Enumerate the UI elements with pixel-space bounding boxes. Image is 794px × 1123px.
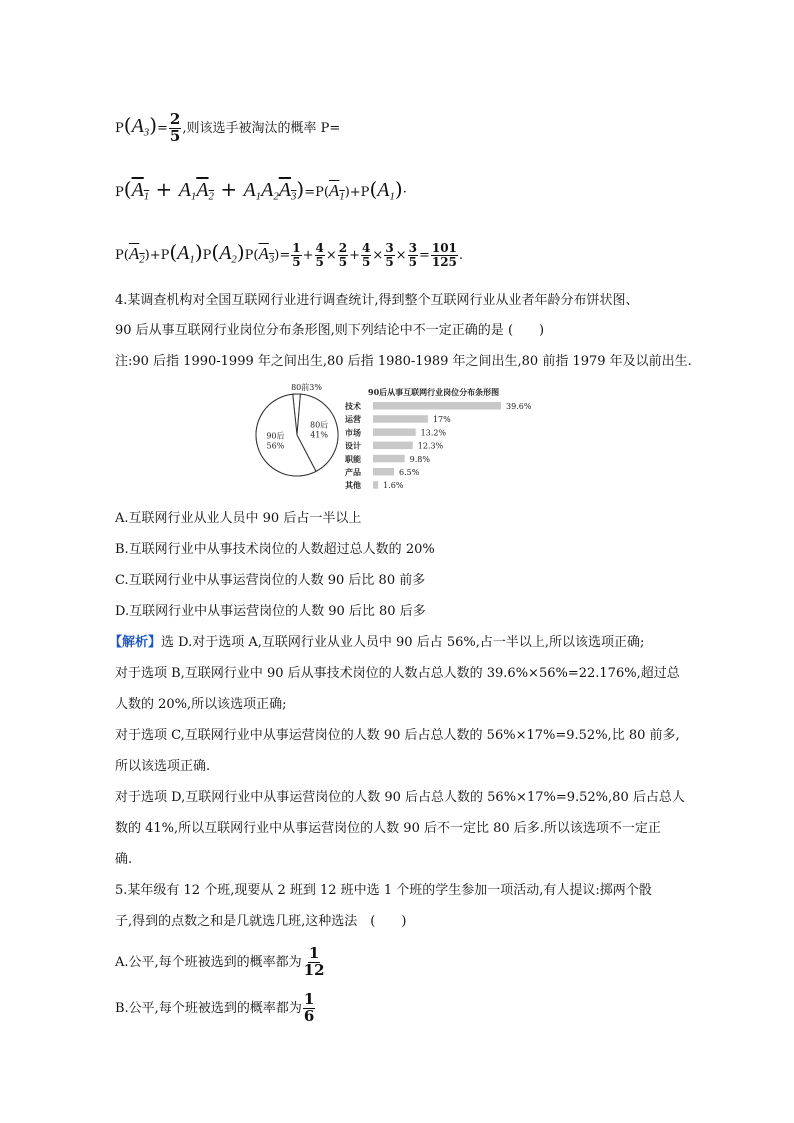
fraction-1-6 [303,992,315,1025]
formula-text: ,则该选手被淘汰的概率 P= [182,120,341,136]
formula-line-2-render: $P(\overline{A}_1 + A_1\overline{A}_2 + A_1A_2\overline{A}_3)=P(\overline{A}_1)+P(A_1)\cdot$ [115,177,407,203]
age-pie-chart [256,382,338,476]
fraction-3-5b: $\frac{3}{5}$ [408,241,417,269]
fraction-101-125: $\frac{101}{125}$ [431,241,457,269]
bar-category-label: 职能 [345,453,361,464]
q5-option-b-text: B.公平,每个班被选到的概率都为 [115,1000,302,1016]
q4-analysis-line-5: 所以该选项正确. [115,759,211,774]
q5-stem-line-1: 5.某年级有 12 个班,现要从 2 班到 12 班中选 1 个班的学生参加一项活动,有人提议:掷两个骰 [115,883,652,898]
bar-category-label: 运营 [345,414,361,425]
fraction-2-5b: $\frac{2}{5}$ [338,241,348,269]
fraction-denominator: 12 [303,960,325,979]
q4-analysis-line-3: 人数的 20%,所以该选项正确; [115,697,287,712]
q4-analysis-line-2: 对于选项 B,互联网行业中 90 后从事技术岗位的人数占总人数的 39.6%×56%=22.176%,超过总 [115,666,680,681]
q4-option-b: B.互联网行业中从事技术岗位的人数超过总人数的 20% [115,542,435,557]
q4-analysis-line-7: 数的 41%,所以互联网行业中从事运营岗位的人数 90 后不一定比 80 后多.所以该选项不一定正 [115,821,661,836]
q4-analysis-line-8: 确. [115,852,133,867]
pie-slice-label: 80前3% [291,383,322,393]
formula-line-1 [115,112,340,145]
bar-value-label: 13.2% [420,428,447,438]
bar [373,468,394,476]
pie-slice-value: 56% [266,441,285,451]
q4-option-d: D.互联网行业中从事运营岗位的人数 90 后比 80 后多 [115,604,426,619]
bar-category-label: 其他 [345,480,361,491]
fraction-denominator: 6 [303,1006,315,1025]
q4-analysis-line-6: 对于选项 D,互联网行业中从事运营岗位的人数 90 后占总人数的 56%×17%=9.52%,80 后占总人 [115,790,685,805]
fraction-1-5: $\frac{1}{5}$ [292,241,301,269]
job-bar-chart [344,387,532,490]
q5-option-b [115,992,316,1025]
q4-stem-line-2: 90 后从事互联网行业岗位分布条形图,则下列结论中不一定正确的是 ( ) [115,323,545,338]
bar-value-label: 12.3% [417,441,444,451]
formula-p: P [115,120,124,136]
bar [373,442,413,450]
formula-sub: 3 [143,126,150,139]
q4-stem-line-1: 4.某调查机构对全国互联网行业进行调查统计,得到整个互联网行业从业者年龄分布饼状图、 [115,293,639,308]
fraction-numerator: 1 [308,944,320,962]
analysis-text: 选 D.对于选项 A,互联网行业从业人员中 90 后占 56%,占一半以上,所以该选项正确; [161,635,645,650]
bar [373,455,405,463]
bar-category-label: 市场 [345,427,361,438]
pie-slice-label: 80后 [310,420,329,430]
bar [373,415,428,423]
q5-option-a [115,946,327,979]
bar [373,402,501,410]
fraction-2-5 [169,112,181,145]
q4-charts [255,378,575,496]
fraction-3-5: $\frac{3}{5}$ [385,241,394,269]
analysis-tag: 【解析】 [109,635,162,650]
bar-category-label: 产品 [345,467,361,477]
bar-chart-title: 90后从事互联网行业岗位分布条形图 [368,387,500,397]
formula-var: A [131,114,144,137]
bar-category-label: 技术 [345,401,361,411]
bar-value-label: 17% [432,415,451,425]
q5-option-a-text: A.公平,每个班被选到的概率都为 [115,954,302,970]
formula-eq: = [157,120,168,136]
formula-line-3 [115,239,464,269]
bar-value-label: 39.6% [506,402,532,411]
q4-option-c: C.互联网行业中从事运营岗位的人数 90 后比 80 前多 [115,573,426,588]
formula-line-3-render: $P(\overline{A}_2)+P(A_1)P(A_2)P(\overline{A}_3)=$ $\frac{1}{5}$ + $\frac{4}{5}$ × $\frac{2}{5}$ + $\frac{4}{5}$ × $\frac{3}{5}$ × $\frac{3}{5}$ = $\frac{101}{125}$ . [115,239,464,269]
fraction-numerator: 1 [303,990,315,1008]
bar-value-label: 9.8% [409,454,431,464]
bar [373,428,416,436]
paren-close: ) [149,112,158,137]
pie-slice-label: 90后 [266,431,285,441]
q4-analysis-line-4: 对于选项 C,互联网行业中从事运营岗位的人数 90 后占总人数的 56%×17%=9.52%,比 80 前多, [115,728,680,743]
bar-value-label: 1.6% [383,481,404,491]
fraction-4-5: $\frac{4}{5}$ [315,241,324,269]
bar-value-label: 6.5% [399,468,420,477]
pie-slice-value: 41% [310,430,328,440]
bar-category-label: 设计 [345,440,361,451]
bar [373,481,378,489]
q4-note: 注:90 后指 1990-1999 年之间出生,80 后指 1980-1989 年之间出生,80 前指 1979 年及以前出生. [115,354,692,369]
fraction-1-12 [303,946,326,979]
paren-open: ( [123,112,132,137]
fraction-numerator: 2 [169,110,181,128]
q4-analysis-line-1 [109,634,644,652]
q5-stem-line-2: 子,得到的点数之和是几就选几班,这种选法 ( ) [115,914,407,929]
q4-option-a: A.互联网行业从业人员中 90 后占一半以上 [115,511,362,526]
fraction-denominator: 5 [169,126,181,145]
formula-line-2 [115,177,407,206]
fraction-4-5b: $\frac{4}{5}$ [362,241,371,269]
